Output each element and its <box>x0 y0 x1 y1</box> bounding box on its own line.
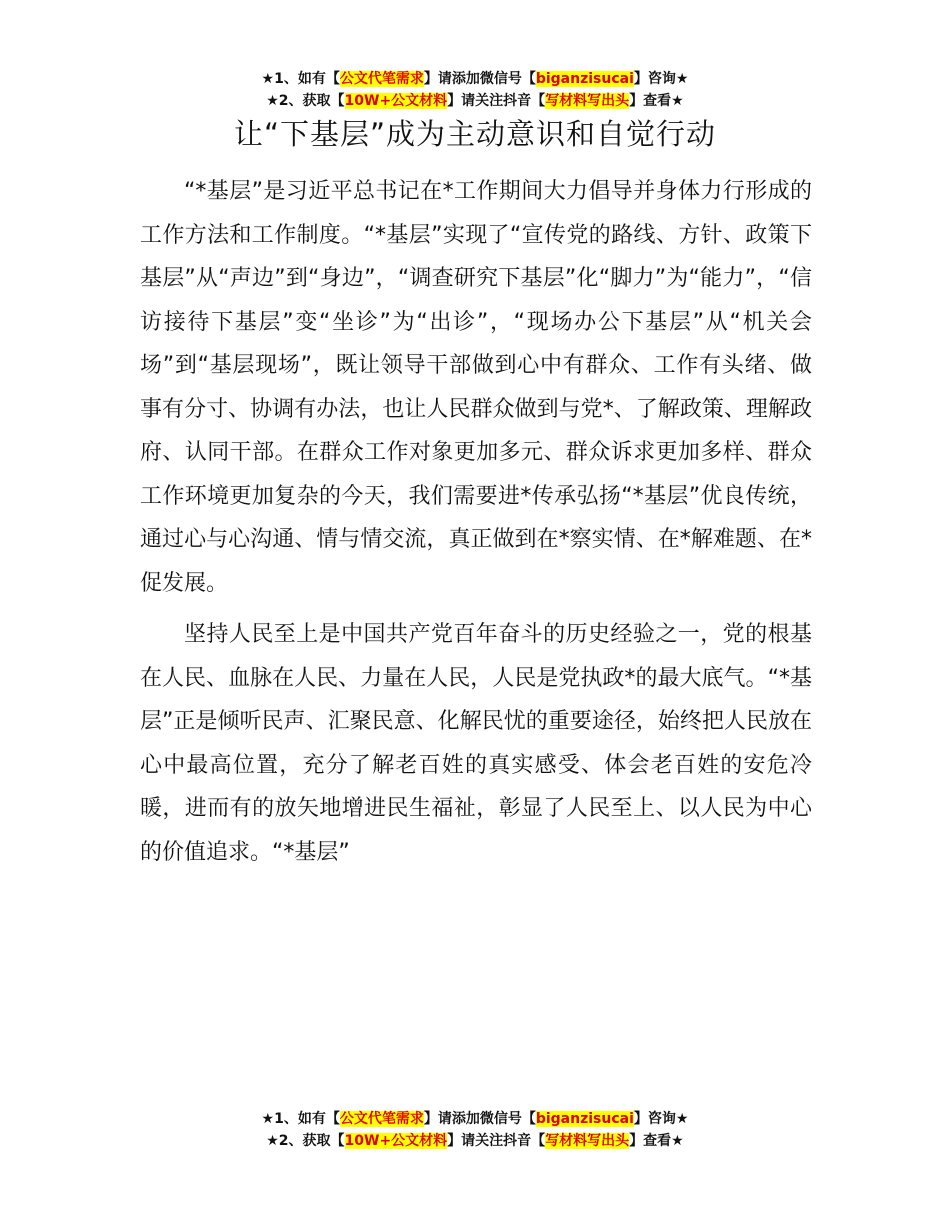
header-line2-text-b: 】请关注抖音【 <box>447 93 546 109</box>
footer-banner-line-2 <box>0 1130 950 1152</box>
header-line1-text-b: 】请添加微信号【 <box>423 71 536 87</box>
header-line2-text-a: ★2、获取【 <box>266 93 345 109</box>
footer-line2-text-b: 】请关注抖音【 <box>447 1133 546 1149</box>
footer-line1-text-c: 】咨询★ <box>633 1111 689 1127</box>
header-line2-text-c: 】查看★ <box>629 93 684 109</box>
header-banner-line-2 <box>0 90 950 112</box>
footer-line2-highlight-douyin: 写材料写出头 <box>545 1133 630 1149</box>
paragraph-2: 坚持人民至上是中国共产党百年奋斗的历史经验之一，党的根基在人民、血脉在人民、力量在人民，人民是党执政*的最大底气。“*基层”正是倾听民声、汇聚民意、化解民忧的重要途径，始终把人民放在心中最高位置，充分了解老百姓的真实感受、体会老百姓的安危冷暖，进而有的放矢地增进民生福祉，彰显了人民至上、以人民为中心的价值追求。“*基层” <box>140 622 812 865</box>
footer-line2-highlight-materials: 10W+公文材料 <box>344 1133 448 1149</box>
footer-line1-highlight-ghostwriting: 公文代笔需求 <box>339 1111 424 1127</box>
header-line1-text-c: 】咨询★ <box>633 71 689 87</box>
footer-line1-text-b: 】请添加微信号【 <box>423 1111 536 1127</box>
header-banner <box>0 68 950 112</box>
paragraph-1: “*基层”是习近平总书记在*工作期间大力倡导并身体力行形成的工作方法和工作制度。“*基层”实现了“宣传党的路线、方针、政策下基层”从“声边”到“身边”，“调查研究下基层”化“脚力”为“能力”，“信访接待下基层”变“坐诊”为“出诊”，“现场办公下基层”从“机关会场”到“基层现场”，既让领导干部做到心中有群众、工作有头绪、做事有分寸、协调有办法，也让人民群众做到与党*、了解政策、理解政府、认同干部。在群众工作对象更加多元、群众诉求更加多样、群众工作环境更加复杂的今天，我们需要进*传承弘扬“*基层”优良传统，通过心与心沟通、情与情交流，真正做到在*察实情、在*解难题、在*促发展。 <box>140 179 812 596</box>
footer-line2-text-c: 】查看★ <box>629 1133 684 1149</box>
footer-line2-text-a: ★2、获取【 <box>266 1133 345 1149</box>
footer-line1-text-a: ★1、如有【 <box>261 1111 340 1127</box>
footer-banner-line-1 <box>0 1108 950 1130</box>
header-line1-highlight-wechat-id: biganzisucai <box>535 71 634 87</box>
header-line1-highlight-ghostwriting: 公文代笔需求 <box>339 71 424 87</box>
header-line2-highlight-douyin: 写材料写出头 <box>545 93 630 109</box>
header-line2-highlight-materials: 10W+公文材料 <box>344 93 448 109</box>
document-body <box>140 170 812 882</box>
footer-banner <box>0 1108 950 1152</box>
header-line1-text-a: ★1、如有【 <box>261 71 340 87</box>
header-banner-line-1 <box>0 68 950 90</box>
document-title: 让“下基层”成为主动意识和自觉行动 <box>233 117 717 151</box>
footer-line1-highlight-wechat-id: biganzisucai <box>535 1111 634 1127</box>
